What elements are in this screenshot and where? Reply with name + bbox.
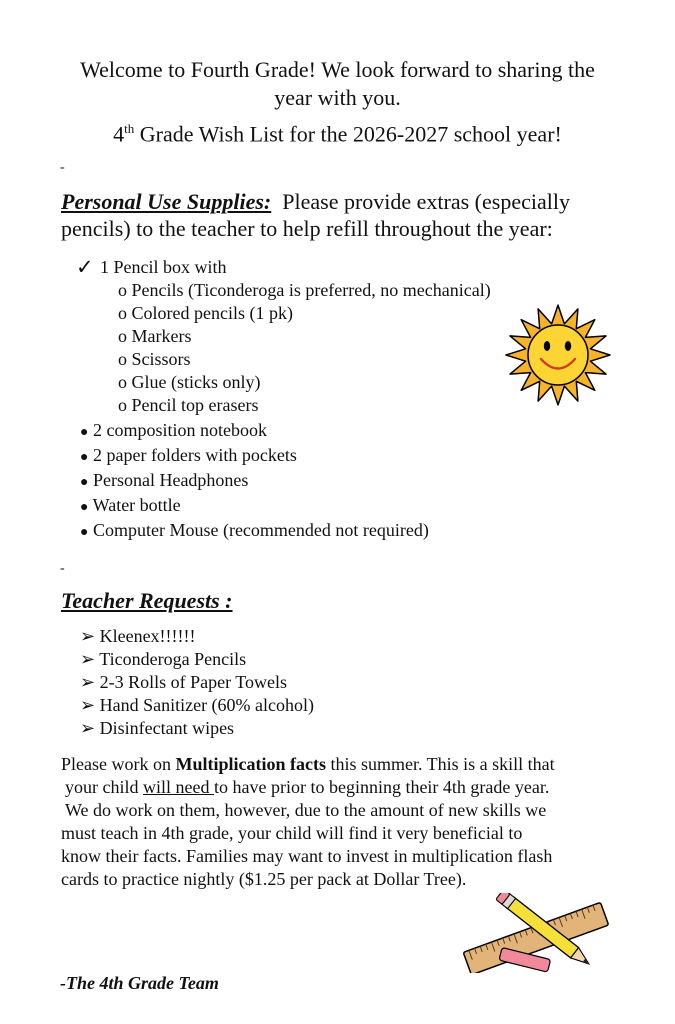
list-item-text: Hand Sanitizer (60% alcohol) <box>99 695 315 715</box>
list-item <box>80 444 429 469</box>
list-item-text: Water bottle <box>92 495 181 515</box>
sub-item-text: Glue (sticks only) <box>131 372 261 392</box>
circle-bullet-icon: o <box>118 326 127 346</box>
note-line-4: must teach in 4th grade, your child will find it very beneficial to <box>61 823 523 843</box>
teacher-heading-text: Teacher Requests : <box>61 588 233 613</box>
list-item <box>80 648 314 671</box>
arrow-bullet-icon: ➢ <box>80 695 96 715</box>
sub-item-text: Pencils (Ticonderoga is preferred, no mechanical) <box>131 280 491 300</box>
sun-face <box>528 325 588 385</box>
list-item <box>80 469 429 494</box>
note-text: to have prior to beginning their 4th grade year. <box>213 777 550 797</box>
bullet-icon: ● <box>80 475 89 490</box>
sun-icon <box>502 302 614 408</box>
sub-item <box>118 302 491 325</box>
personal-intro-line-1 <box>61 188 570 216</box>
wishlist-title-number: 4 <box>113 121 125 147</box>
bullet-icon: ● <box>80 500 89 515</box>
sub-item <box>118 371 491 394</box>
list-item-text: Disinfectant wipes <box>99 718 235 738</box>
note-text: Please work on <box>61 754 176 774</box>
teacher-request-list <box>80 625 314 740</box>
bullet-icon: ● <box>80 425 89 440</box>
circle-bullet-icon: o <box>118 280 127 300</box>
note-text: this summer. This is a skill that <box>325 754 555 774</box>
bullet-icon: ● <box>80 525 89 540</box>
note-line-5: know their facts. Families may want to invest in multiplication flash <box>61 846 553 866</box>
note-line-3: We do work on them, however, due to the amount of new skills we <box>65 800 547 820</box>
note-text: your child <box>65 777 143 797</box>
arrow-bullet-icon: ➢ <box>80 649 96 669</box>
sun-eye-right <box>565 341 571 351</box>
circle-bullet-icon: o <box>118 395 127 415</box>
circle-bullet-icon: o <box>118 303 127 323</box>
dash-mark: - <box>60 561 65 576</box>
sub-item-text: Colored pencils (1 pk) <box>131 303 293 323</box>
list-item-text: Personal Headphones <box>92 470 249 490</box>
personal-heading: Personal Use Supplies: <box>61 189 272 214</box>
circle-bullet-icon: o <box>118 349 127 369</box>
sub-item <box>118 394 491 417</box>
school-supplies-icon <box>455 893 615 973</box>
list-item <box>80 494 429 519</box>
supply-bullet-list <box>80 419 429 544</box>
arrow-bullet-icon: ➢ <box>80 718 96 738</box>
sub-item <box>118 325 491 348</box>
list-item <box>80 519 429 544</box>
sub-item-text: Scissors <box>131 349 191 369</box>
list-item <box>80 694 314 717</box>
list-item-text: Computer Mouse (recommended not required) <box>92 520 429 540</box>
pencil-box-sublist <box>118 279 491 417</box>
teacher-heading <box>61 587 233 615</box>
bullet-icon: ● <box>80 450 89 465</box>
list-item <box>80 625 314 648</box>
list-item-text: Kleenex!!!!!! <box>99 626 196 646</box>
list-item-text: 2 composition notebook <box>92 420 267 440</box>
list-item-text: 2-3 Rolls of Paper Towels <box>99 672 287 692</box>
wishlist-title <box>0 121 675 147</box>
sub-item-text: Markers <box>131 326 192 346</box>
note-underlined: will need <box>143 777 214 797</box>
wishlist-title-text: Grade Wish List for the 2026-2027 school year! <box>134 121 562 147</box>
welcome-line-2: year with you. <box>274 85 401 110</box>
dash-mark: - <box>60 160 65 175</box>
list-item-text: Ticonderoga Pencils <box>99 649 247 669</box>
arrow-bullet-icon: ➢ <box>80 672 96 692</box>
check-icon: ✓ <box>76 255 94 279</box>
pencil-box-item: 1 Pencil box with <box>100 257 227 277</box>
wishlist-title-suffix: th <box>124 121 135 136</box>
list-item-text: 2 paper folders with pockets <box>92 445 297 465</box>
welcome-line-1: Welcome to Fourth Grade! We look forward to sharing the <box>80 57 595 82</box>
note-emphasis: Multiplication facts <box>175 754 326 774</box>
circle-bullet-icon: o <box>118 372 127 392</box>
sub-item <box>118 348 491 371</box>
sub-item <box>118 279 491 302</box>
note-line-1 <box>61 753 555 776</box>
sub-item-text: Pencil top erasers <box>131 395 259 415</box>
note-line-2 <box>65 776 549 799</box>
sun-eye-left <box>544 341 550 351</box>
personal-intro-line-2: pencils) to the teacher to help refill throughout the year: <box>61 216 553 241</box>
list-item <box>80 671 314 694</box>
note-line-6: cards to practice nightly ($1.25 per pack at Dollar Tree). <box>61 869 467 889</box>
arrow-bullet-icon: ➢ <box>80 626 96 646</box>
list-item <box>80 419 429 444</box>
signature: -The 4th Grade Team <box>60 973 219 993</box>
personal-intro-text: Please provide extras (especially <box>282 189 570 214</box>
list-item <box>80 717 314 740</box>
